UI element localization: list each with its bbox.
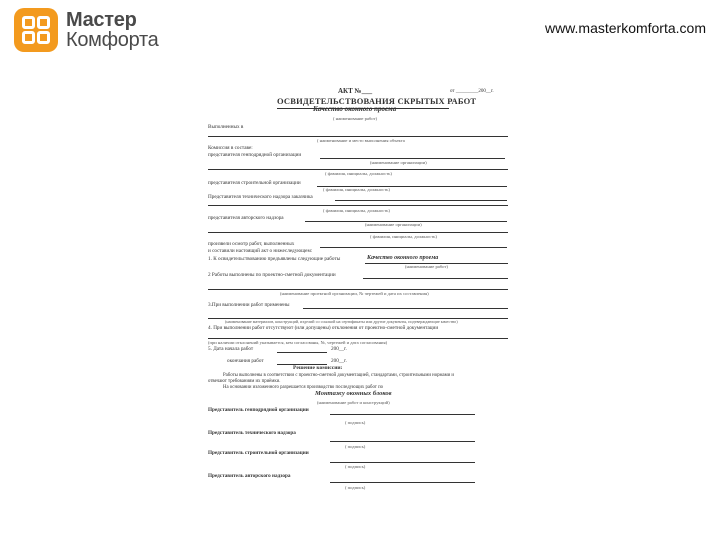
brand-logo[interactable] — [14, 8, 158, 52]
rep-contractor-label: представителя генподрядной организации — [208, 152, 302, 158]
author-org-caption: (наименование организации) — [365, 222, 422, 227]
tech-extra-line — [208, 205, 508, 206]
next-work-caption: (наименование работ и конструкций) — [317, 400, 390, 405]
act-number: АКТ №___ — [338, 87, 373, 95]
item-5-end-label: окончания работ — [227, 358, 264, 364]
brand-line-1: Мастер — [66, 9, 137, 31]
act-document — [205, 84, 520, 494]
item-3-caption: (наименование материалов, конструкций, изделий со ссылкой на сертификаты или другие документы, подтверждающие качество) — [225, 319, 458, 324]
author-name-caption: ( фамилия, инициалы, должность) — [370, 234, 437, 239]
signature-3-caption: ( подпись) — [345, 464, 366, 469]
item-2-extra-line — [208, 289, 508, 290]
signature-2-caption: ( подпись) — [345, 444, 366, 449]
place-line — [208, 136, 508, 137]
item-5-start-line — [277, 352, 327, 353]
rep-author-label: представителя авторского надзора — [208, 215, 284, 221]
next-work: Монтажу оконных блоков — [315, 390, 392, 397]
established-text: и составили настоящий акт о нижеследующем: — [208, 248, 313, 254]
website-link[interactable]: www.masterkomforta.com — [544, 20, 706, 36]
signature-1-line — [330, 414, 475, 415]
signature-3-line — [330, 462, 475, 463]
item-5-start-year: 200__г. — [331, 346, 347, 352]
item-2-caption: (наименование проектной организации, № чертежей и дата их составления) — [280, 291, 429, 296]
signature-1-label: Представитель генподрядной организации — [208, 407, 309, 413]
signature-2-line — [330, 441, 475, 442]
work-name: Качество оконного проема — [313, 105, 397, 113]
contractor-org-caption: (наименование организации) — [370, 160, 427, 165]
performed-in-label: Выполненных в — [208, 124, 244, 130]
signature-4-line — [330, 482, 475, 483]
works-producer-line — [320, 247, 507, 248]
rep-tech-label: Представителя технического надзора заказчика — [208, 194, 313, 200]
item-4-caption: (при наличии отклонений указывается, кем согласованы, №, чертежей и дата согласования) — [208, 340, 388, 345]
contractor-name-caption: ( фамилия, инициалы, должность) — [325, 171, 392, 176]
signature-4-caption: ( подпись) — [345, 485, 366, 490]
brand-name — [66, 10, 158, 50]
item-1-caption: (наименование работ) — [405, 264, 448, 269]
decision-title: Решение комиссии: — [293, 365, 343, 371]
rep-tech-line — [335, 200, 507, 201]
rep-builder-label: представителя строительной организации — [208, 180, 301, 186]
signature-2-label: Представитель технического надзора — [208, 430, 296, 436]
builder-name-caption: ( фамилия, инициалы, должность) — [323, 187, 390, 192]
signature-3-label: Представитель строительной организации — [208, 450, 309, 456]
works-producer-label: произвели осмотр работ, выполненных — [208, 241, 295, 247]
rep-contractor-line — [320, 158, 505, 159]
contractor-name-line — [208, 169, 508, 170]
act-date: от _________200__г. — [450, 89, 494, 94]
item-1-value: Качество оконного проема — [367, 255, 439, 261]
commission-label: Комиссия в составе: — [208, 145, 253, 151]
item-3-line — [303, 308, 508, 309]
item-3-label: 3.При выполнении работ применены — [208, 302, 290, 308]
item-2-line — [363, 278, 508, 279]
item-4-label: 4. При выполнении работ отсутствуют (или допущены) отклонения от проектно-сметной документации — [208, 325, 439, 331]
item-4-line — [208, 338, 508, 339]
document-title: ОСВИДЕТЕЛЬСТВОВАНИЯ СКРЫТЫХ РАБОТ — [277, 96, 477, 106]
decision-line-3: На основании изложенного разрешается производство последующих работ по — [223, 385, 384, 390]
item-2-label: 2 Работы выполнены по проектно-сметной документации — [208, 272, 336, 278]
item-5-start-label: 5. Дата начала работ — [208, 346, 254, 352]
item-1-label: 1. К освидетельствованию предъявлены следующие работы — [208, 256, 341, 262]
decision-line-2: отвечают требованиям их приёмки. — [208, 379, 281, 384]
tech-name-caption: ( фамилия, инициалы, должность) — [323, 208, 390, 213]
place-caption: ( наименование и место выполнения объекта — [317, 138, 405, 143]
item-5-end-year: 200__г. — [331, 358, 347, 364]
signature-4-label: Представитель авторского надзора — [208, 473, 291, 479]
decision-line-1: Работы выполнены в соответствии с проектно-сметной документацией, стандартами, строительными нормами и — [223, 373, 454, 378]
signature-1-caption: ( подпись) — [345, 420, 366, 425]
brand-line-2: Комфорта — [66, 29, 159, 51]
logo-icon — [14, 8, 58, 52]
work-name-caption: ( наименование работ) — [333, 116, 378, 121]
author-name-line — [208, 232, 508, 233]
